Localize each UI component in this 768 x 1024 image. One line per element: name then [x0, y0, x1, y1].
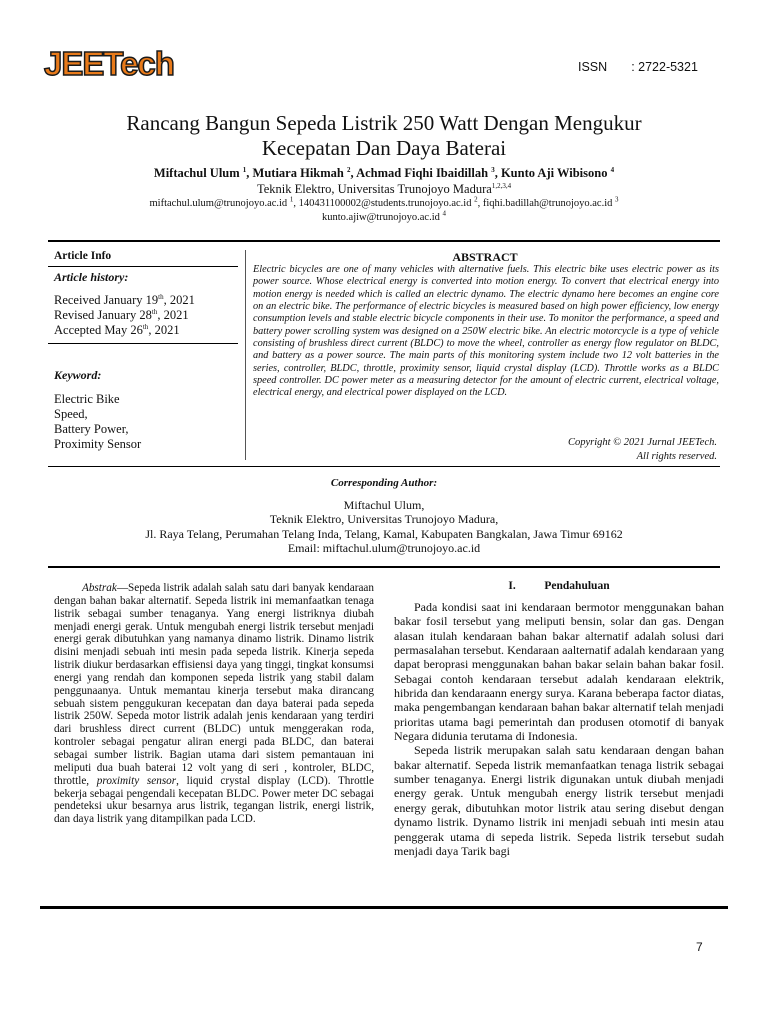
keyword-label: Keyword:: [54, 368, 102, 382]
corresponding-line: Jl. Raya Telang, Perumahan Telang Inda, Telang, Kamal, Kabupaten Bangkalan, Jawa Timur 69162: [145, 526, 623, 541]
keyword-list: [54, 392, 240, 452]
article-info-heading: Article Info: [54, 250, 112, 262]
author-email: 140431100002@students.trunojoyo.ac.id: [298, 198, 472, 209]
article-info: [54, 250, 240, 452]
footer-rule: [40, 906, 728, 909]
abstrak-label: Abstrak: [82, 582, 117, 594]
corresponding-line: Teknik Elektro, Universitas Trunojoyo Madura,: [269, 512, 499, 527]
body-paragraph: Pada kondisi saat ini kendaraan bermotor menggunakan bahan bakar fosil tersebut yang meliputi bensin, solar dan gas. Dengan alasan itulah kendaraan bahan bakar alternatif adalah solusi dari permasalahan tersebut. Kendaraan aalternatif adalah kendaraan yang dapat beroprasi menggunakan bahan bakar selain bahan bakar fosil. Sebagai contoh kendaraan tersebut adalah kendaraan elektrik, hibrida dan kendaraann energy surya. Karana beberapa factor diatas, maka pengembangan kendaraan bahan bakar alternatif telah menjadi prioritas utama bagi pemerintah dan produsen otomotif di banyak Negara didunia terutama di Indonesia.: [394, 600, 724, 744]
author: [501, 166, 614, 180]
abstrak-column: [54, 582, 374, 826]
abstract-heading: ABSTRACT: [452, 250, 518, 264]
title-line: Rancang Bangun Sepeda Listrik 250 Watt Dengan Mengukur: [126, 111, 642, 135]
corresponding-line: Miftachul Ulum,: [343, 498, 425, 512]
column-divider: [245, 250, 246, 460]
author-sup: 4: [610, 165, 615, 174]
corresponding-author: [48, 498, 720, 555]
affiliation-sup: 1,2,3,4: [491, 181, 512, 190]
author-name: Kunto Aji Wibisono: [500, 166, 608, 180]
corresponding-heading: Corresponding Author:: [330, 477, 438, 489]
author: Achmad Fiqhi Ibaidillah $^3$,: [356, 165, 501, 180]
author-name: Mutiara Hikmah: [252, 166, 344, 180]
pendahuluan-column: [394, 600, 724, 858]
copyright-line: Copyright © 2021 Jurnal JEETech.: [567, 437, 717, 448]
author-email: kunto.ajiw@trunojoyo.ac.id: [322, 212, 440, 223]
email-list: miftachul.ulum@trunojoyo.ac.id $^1$, 140431100002@students.trunojoyo.ac.id $^2$, fiqhi.badillah@trunojoyo.ac.id $^3$: [149, 195, 619, 209]
affiliation: Teknik Elektro, Universitas Trunojoyo Madura$^{1,2,3,4}$: [256, 181, 512, 196]
history-list: [54, 293, 240, 338]
paper-title: [60, 111, 708, 161]
body-paragraph: Sepeda listrik merupakan salah satu kendaraan dengan bahan bakar alternatif. Sepeda listrik memanfaatkan tenaga listrik sebagai sumber tenaganya. Energi listrik digunakan untuk diubah menjadi energy gerak. Untuk mengubah energy listrik tersebut menjadi energy gerak, dibutuhkan motor listrik atau sering disebut dengan dynamo listrik. Dynamo listrik ini menjadi sebuah inti mesin atau penggerak utama di sepeda listrik. Sepeda listrik tersebut sudah menjadi daya Tarik bagi: [394, 743, 724, 858]
section-title: Pendahuluan: [544, 580, 610, 592]
author-sup: 3: [491, 165, 495, 174]
section-number: I.: [508, 580, 516, 592]
author-name: Achmad Fiqhi Ibaidillah: [356, 166, 489, 180]
email-list-continued: kunto.ajiw@trunojoyo.ac.id $^4$: [322, 209, 446, 223]
article-history-label: Article history:: [54, 270, 129, 284]
abstrak-paragraph: Abstrak—Sepeda listrik adalah salah satu dari banyak kendaraan dengan bahan bakar alternatif. Sepeda listrik ini memanfaatkan tenaga listrik sebagai sumber tenaganya. Yang energi listriknya diubah menjadi energi gerak. Untuk mengubah energi listrik tersebut menjadi energi gerak dibutuhkan yang namanya dinamo listrik. Dinamo listrik disini menjadi sebuah inti mesin pada sepeda listrik. Kinerja sepeda listrik diukur berdasarkan effisiensi daya yang tinggi, tingkat konsumsi energi yang rendah dan komponen sepeda listrik yang stabil dalam penggunaanya. Untuk memantau kinerja tersebut maka dirancang sebuah sistem penggukuran kecepatan dan daya baterai pada sepeda listrik 250W. Sepeda motor listrik adalah jenis kendaraan yang terdiri dari brushless direct current (BLDC) untuk menggerakan roda, kontroler sebagai pengatur aliran energi pada BLDC, dan baterai sebagai sumber listrik. Bagian utama dari sistem pemantauan ini meliputi dua buah baterai 12 volt yang di seri , kontroler, BLDC, throttle, proximity sensor, liquid crystal display (LCD). Throttle bekerja sebagai pengendali kecepatan BLDC. Power meter DC sebagai pendeteksi ukur besarnya arus listrik, tegangan listrik, energi listrik, dan daya listrik yang ditampilkan pada LCD.: [54, 582, 374, 826]
author-name: Miftachul Ulum: [153, 166, 240, 180]
rights-line: All rights reserved.: [636, 451, 717, 462]
keyword: Battery Power,: [54, 422, 129, 436]
section-heading: [394, 580, 724, 592]
keyword: Proximity Sensor: [54, 437, 142, 451]
issn-label: ISSN: [578, 60, 608, 74]
history-item: Revised January 28th, 2021: [54, 307, 189, 322]
title-line: Kecepatan Dan Daya Baterai: [261, 136, 507, 160]
author-email: miftachul.ulum@trunojoyo.ac.id: [149, 198, 288, 209]
keyword: Electric Bike: [54, 392, 120, 406]
history-item: Received January 19th, 2021: [54, 292, 195, 307]
history-item: Accepted May 26th, 2021: [54, 322, 180, 337]
copyright: [420, 436, 717, 464]
logo-text: JEETech: [44, 45, 174, 82]
divider: [48, 240, 720, 242]
author: Mutiara Hikmah $^2$,: [252, 165, 357, 180]
author-list: [40, 166, 728, 181]
keyword: Speed,: [54, 407, 88, 421]
abstract-text: Electric bicycles are one of many vehicles with alternative fuels. This electric bike uses electric power as its power source. Whose electrical energy is converted into motion energy. To convert that electrical energy into motion energy is needed which is called an electric dynamo. The electric dynamo here becomes an engine core on an electric bike. The performance of electric bicycles is measured based on high power efficiency, low energy consumption levels and stable electric bicycle components in their use. To monitor the performance, a speed and battery power scrolling system was designed on a 250W electric bike. An electric motorcycle is a type of vehicle consisting of brushless direct current (BLDC) to move the wheel, controller as energy flow regulator on BLDC, and battery as a power source. The main parts of this monitoring system include two 12 volt batteries in the series, controller, BLDC, throttle, proximity sensor, liquid crystal display (LCD). Throttle works as a BLDC speed controller. DC power meter as a measuring detector for the amount of electric current, electrical voltage, electrical energy, and electrical power displayed on the LCD.: [253, 264, 719, 399]
issn: [578, 60, 698, 74]
author-sup: 2: [347, 165, 351, 174]
divider: [48, 466, 720, 467]
page-number: 7: [696, 940, 703, 954]
corresponding-line: Email: miftachul.ulum@trunojoyo.ac.id: [287, 540, 481, 555]
author: Miftachul Ulum $^1$,: [153, 165, 253, 180]
issn-value: : 2722-5321: [631, 60, 698, 74]
author-sup: 1: [242, 165, 247, 174]
author-email: fiqhi.badillah@trunojoyo.ac.id: [482, 198, 613, 209]
divider: [48, 566, 720, 568]
journal-logo: [44, 44, 174, 84]
